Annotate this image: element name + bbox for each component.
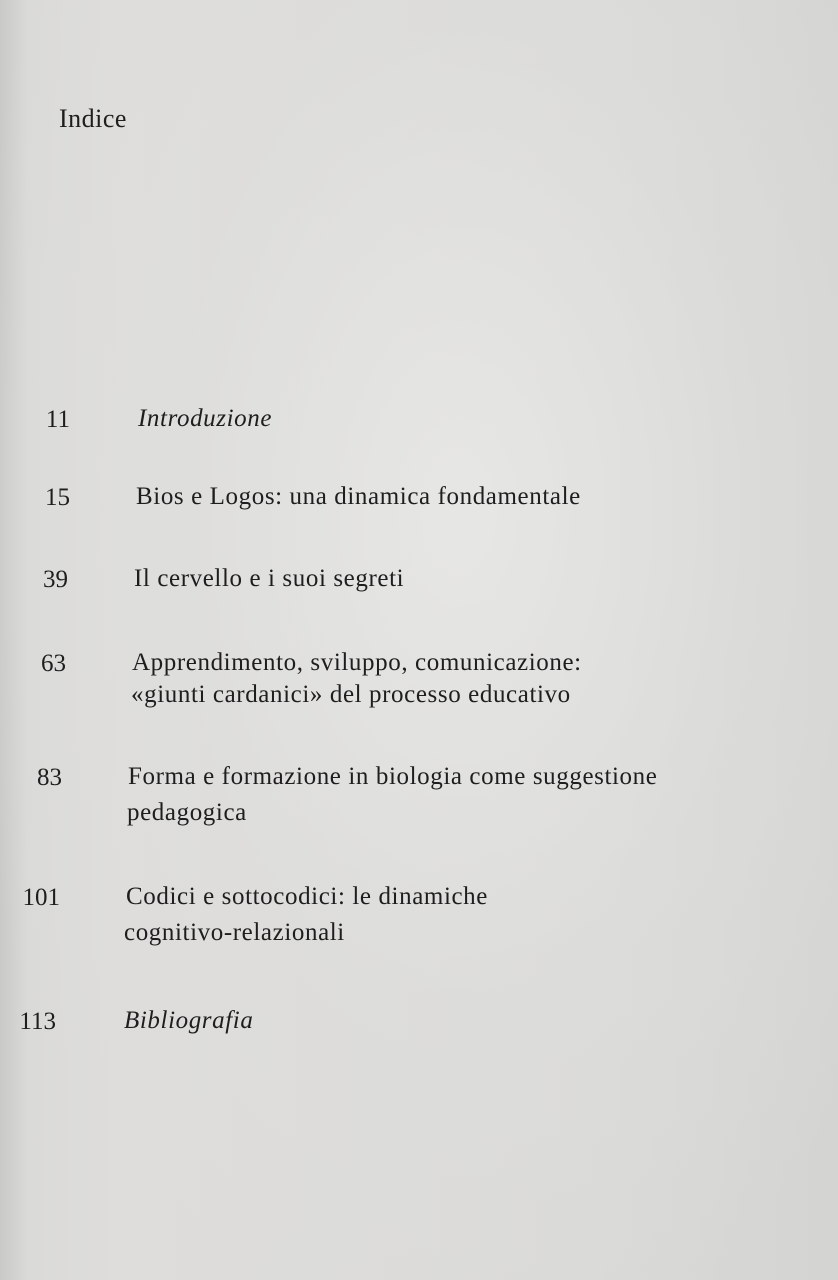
page-title: Indice xyxy=(59,104,127,133)
toc-page-number: 113 xyxy=(19,1008,56,1035)
toc-entry-title: Il cervello e i suoi segreti xyxy=(134,565,405,592)
toc-entry-title: Forma e formazione in biologia come suggestione xyxy=(128,763,658,790)
toc-page-number: 101 xyxy=(22,884,60,911)
toc-page-number: 63 xyxy=(41,650,66,677)
toc-entry-title-continuation: «giunti cardanici» del processo educativo xyxy=(131,681,571,708)
toc-entry-title: Codici e sottocodici: le dinamiche xyxy=(126,883,488,910)
toc-entry-title: Bibliografia xyxy=(124,1007,254,1034)
toc-page-number: 15 xyxy=(45,484,70,511)
toc-entry-title: Bios e Logos: una dinamica fondamentale xyxy=(136,483,581,510)
toc-page-number: 11 xyxy=(45,406,70,433)
toc-page-number: 39 xyxy=(43,566,68,593)
toc-entry-title-continuation: cognitivo-relazionali xyxy=(124,919,345,946)
toc-entry-title: Apprendimento, sviluppo, comunicazione: xyxy=(132,649,582,676)
toc-page-number: 83 xyxy=(37,764,62,791)
toc-entry-title: Introduzione xyxy=(138,405,273,432)
toc-entry-title-continuation: pedagogica xyxy=(127,799,247,826)
